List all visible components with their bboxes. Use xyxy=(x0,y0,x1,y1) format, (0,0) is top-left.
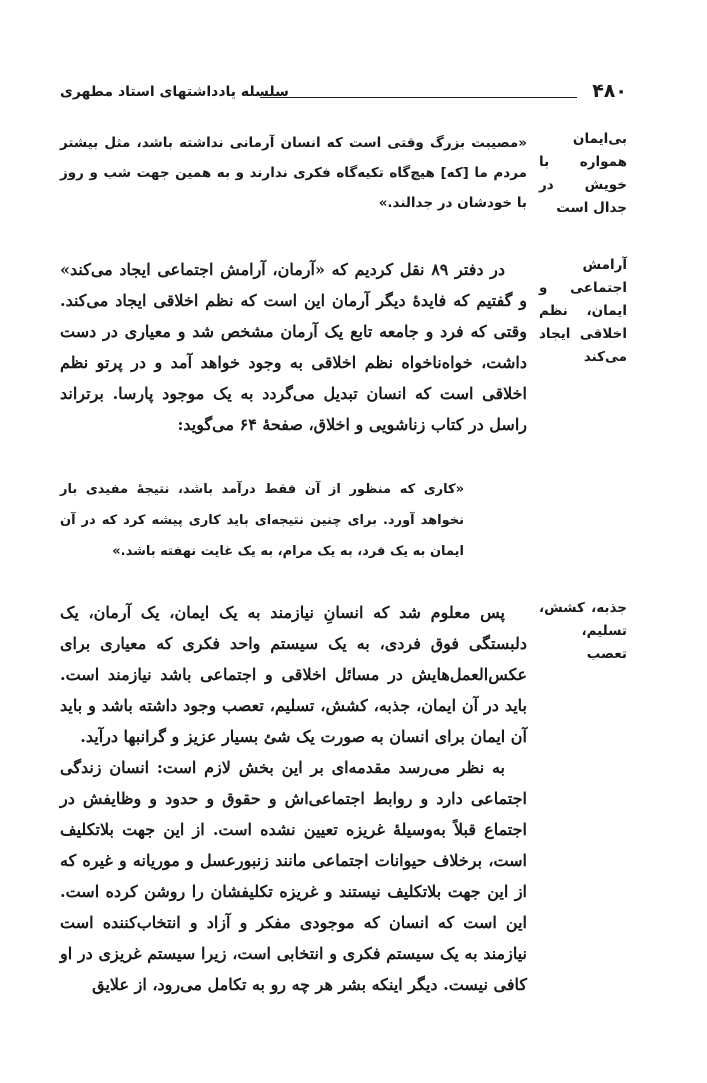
section-3-body xyxy=(60,597,527,1000)
margin-note-1: بی‌ایمان همواره با خویش در جدال است xyxy=(539,131,627,216)
margin-note-2: آرامش اجتماعی و ایمان، نظم اخلاقی ایجاد می‌کند xyxy=(539,257,627,365)
section-2-paragraph: در دفتر ۸۹ نقل کردیم که «آرمان، آرامش اجتماعی ایجاد می‌کند» و گفتیم که فایدهٔ دیگر آرمان این است که نظم اخلاقی ایجاد می‌کند. وقتی که فرد و جامعه تابع یک آرمان مشخص شد و معیاری در دست داشت، خواه‌ناخواه نظم اخلاقی به وجود خواهد آمد و در پرتو نظم اخلاقی است که انسان تبدیل می‌گردد به یک موجود پارسا. برتراند راسل در کتاب زناشویی و اخلاق، صفحهٔ ۶۴ می‌گوید: xyxy=(60,260,527,434)
header-rule xyxy=(260,97,577,98)
section-3-paragraph-1: پس معلوم شد که انسانِ نیازمند به یک ایمان، یک آرمان، یک دلبستگی فوق فردی، به یک سیستم واحد فکری که معیاری برای عکس‌العمل‌هایش در مسائل اخلاقی و اجتماعی باشد نیازمند است. باید در آن ایمان، جذبه، کشش، تسلیم، تعصب وجود داشته باشد و باید آن ایمان برای انسان به صورت یک شئ بسیار عزیز و گرانبها درآید. xyxy=(60,603,527,746)
section-2 xyxy=(60,254,627,444)
page-number: ۴۸۰ xyxy=(592,80,627,102)
opening-quote: «مصیبت بزرگ وقتی است که انسان آرمانی نداشته باشد، مثل بیشتر مردم ما [که] هیچ‌گاه تکیه‌گاه فکری ندارند و به همین جهت شب و روز با خودشان در جدالند.» xyxy=(60,135,527,211)
section-1 xyxy=(60,128,627,228)
section-3-paragraph-2: به نظر می‌رسد مقدمه‌ای بر این بخش لازم است: انسان زندگی اجتماعی دارد و روابط اجتماعی‌اش و حقوق و حدود و وظایفش در اجتماع قبلاً به‌وسیلهٔ غریزه تعیین نشده است. از این جهت بلاتکلیف است، برخلاف حیوانات اجتماعی مانند زنبورعسل و موریانه و غیره که از این جهت بلاتکلیف نیستند و غریزه تکلیفشان را روشن کرده است. این است که انسان که موجودی مفکر و آزاد و انتخاب‌کننده است نیازمند به یک سیستم فکری و انتخابی است، زیرا سیستم غریزی در او کافی نیست. دیگر اینکه بشر هر چه رو به تکامل می‌رود، از علایق xyxy=(60,758,528,994)
russell-quote: «کاری که منظور از آن فقط درآمد باشد، نتیجهٔ مفیدی بار نخواهد آورد. برای چنین نتیجه‌ای باید کاری پیشه کرد که در آن ایمان به یک فرد، به یک مرام، به یک غایت نهفته باشد.» xyxy=(60,482,464,559)
page-header xyxy=(60,80,627,110)
section-3 xyxy=(60,597,627,1017)
margin-note-3: جذبه، کشش، تسلیم، تعصب xyxy=(539,600,627,662)
series-title: سلسله یادداشتهای استاد مطهری xyxy=(60,84,289,100)
